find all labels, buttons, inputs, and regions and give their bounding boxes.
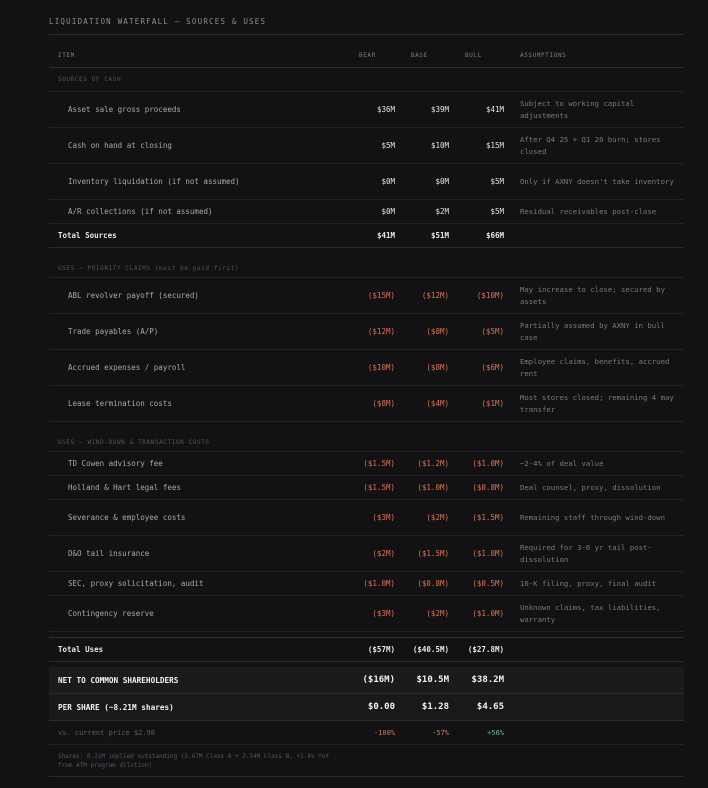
vs-price-base: -57% [395, 721, 449, 745]
row-assumption: Remaining staff through wind-down [504, 500, 684, 536]
total-spacer [504, 638, 684, 662]
net-bear: ($16M) [341, 667, 395, 694]
row-base: ($4M) [395, 386, 449, 422]
section-heading: SOURCES OF CASH [49, 68, 684, 92]
table-row [49, 386, 684, 422]
section-wind-down [49, 422, 684, 452]
row-bull: ($10M) [449, 278, 504, 314]
row-item: Contingency reserve [49, 596, 341, 632]
row-bear: $0M [341, 164, 395, 200]
total-bull: ($27.8M) [449, 638, 504, 662]
total-uses-row [49, 638, 684, 662]
table-row [49, 350, 684, 386]
per-share-spacer [504, 694, 684, 721]
row-bear: ($2M) [341, 536, 395, 572]
table-row [49, 476, 684, 500]
row-item: ABL revolver payoff (secured) [49, 278, 341, 314]
net-to-common-row [49, 667, 684, 694]
row-item: D&O tail insurance [49, 536, 341, 572]
row-assumption: Partially assumed by AXNY in bull case [504, 314, 684, 350]
vs-price-bear: -100% [341, 721, 395, 745]
table-row [49, 452, 684, 476]
row-bear: ($15M) [341, 278, 395, 314]
row-item: A/R collections (if not assumed) [49, 200, 341, 224]
total-sources-row [49, 224, 684, 248]
row-assumption: ~2-4% of deal value [504, 452, 684, 476]
row-base: ($2M) [395, 500, 449, 536]
table-row [49, 536, 684, 572]
row-base: $2M [395, 200, 449, 224]
per-share-bear: $0.00 [341, 694, 395, 721]
per-share-label: PER SHARE (~8.21M shares) [49, 694, 341, 721]
row-bull: ($1.0M) [449, 536, 504, 572]
row-item: SEC, proxy solicitation, audit [49, 572, 341, 596]
section-heading: USES — PRIORITY CLAIMS (must be paid first) [49, 248, 684, 278]
row-assumption: Required for 3-6 yr tail post-dissolution [504, 536, 684, 572]
row-base: $39M [395, 92, 449, 128]
row-bear: ($1.5M) [341, 452, 395, 476]
row-bull: ($6M) [449, 350, 504, 386]
table-row [49, 92, 684, 128]
total-label: Total Sources [49, 224, 341, 248]
row-item: Holland & Hart legal fees [49, 476, 341, 500]
row-bear: $5M [341, 128, 395, 164]
section-heading: USES — WIND-DOWN & TRANSACTION COSTS [49, 422, 684, 452]
table-row [49, 314, 684, 350]
row-bull: ($1.0M) [449, 596, 504, 632]
row-bear: ($3M) [341, 500, 395, 536]
table-row [49, 572, 684, 596]
header-base: BASE [395, 44, 449, 68]
total-spacer [504, 224, 684, 248]
vs-price-row [49, 721, 684, 745]
per-share-row [49, 694, 684, 721]
per-share-bull: $4.65 [449, 694, 504, 721]
total-base: ($40.5M) [395, 638, 449, 662]
page-title: LIQUIDATION WATERFALL — SOURCES & USES [49, 17, 267, 26]
table-row [49, 278, 684, 314]
row-bull: ($1.0M) [449, 452, 504, 476]
row-item: Severance & employee costs [49, 500, 341, 536]
table-row [49, 500, 684, 536]
row-item: TD Cowen advisory fee [49, 452, 341, 476]
footnote: Shares: 8.21M implied outstanding (5.67M Class A + 2.54M Class B, +3.4% YoY from ATM program dilution) [49, 745, 341, 777]
row-base: $0M [395, 164, 449, 200]
header-bull: BULL [449, 44, 504, 68]
row-assumption: Most stores closed; remaining 4 may transfer [504, 386, 684, 422]
total-base: $51M [395, 224, 449, 248]
table-row [49, 128, 684, 164]
header-assumptions: ASSUMPTIONS [504, 44, 684, 68]
vs-price-spacer [504, 721, 684, 745]
footnote-row [49, 745, 684, 777]
row-bull: $15M [449, 128, 504, 164]
row-bull: ($1M) [449, 386, 504, 422]
title-divider [49, 34, 684, 35]
vs-price-bull: +56% [449, 721, 504, 745]
row-bear: ($1.5M) [341, 476, 395, 500]
row-assumption: Subject to working capital adjustments [504, 92, 684, 128]
header-bear: BEAR [341, 44, 395, 68]
row-base: ($0.8M) [395, 572, 449, 596]
row-bear: ($3M) [341, 596, 395, 632]
row-assumption: Residual receivables post-close [504, 200, 684, 224]
row-bear: ($8M) [341, 386, 395, 422]
row-base: ($8M) [395, 350, 449, 386]
row-item: Asset sale gross proceeds [49, 92, 341, 128]
row-base: $10M [395, 128, 449, 164]
row-assumption: 10-K filing, proxy, final audit [504, 572, 684, 596]
row-base: ($1.0M) [395, 476, 449, 500]
row-bull: $5M [449, 164, 504, 200]
total-bear: ($57M) [341, 638, 395, 662]
row-base: ($12M) [395, 278, 449, 314]
row-item: Trade payables (A/P) [49, 314, 341, 350]
table-row [49, 200, 684, 224]
vs-price-label: vs. current price $2.98 [49, 721, 341, 745]
total-bull: $66M [449, 224, 504, 248]
row-bear: $36M [341, 92, 395, 128]
row-item: Lease termination costs [49, 386, 341, 422]
row-base: ($2M) [395, 596, 449, 632]
row-bull: ($5M) [449, 314, 504, 350]
row-item: Cash on hand at closing [49, 128, 341, 164]
row-base: ($1.5M) [395, 536, 449, 572]
footnote-spacer [341, 745, 684, 777]
waterfall-table [49, 44, 684, 777]
row-bull: ($0.8M) [449, 476, 504, 500]
row-assumption: Deal counsel, proxy, dissolution [504, 476, 684, 500]
row-bull: $41M [449, 92, 504, 128]
row-item: Inventory liquidation (if not assumed) [49, 164, 341, 200]
row-assumption: May increase to close; secured by assets [504, 278, 684, 314]
net-spacer [504, 667, 684, 694]
section-priority-claims [49, 248, 684, 278]
per-share-base: $1.28 [395, 694, 449, 721]
table-row [49, 596, 684, 632]
total-label: Total Uses [49, 638, 341, 662]
row-assumption: Only if AXNY doesn't take inventory [504, 164, 684, 200]
total-bear: $41M [341, 224, 395, 248]
row-bear: ($1.0M) [341, 572, 395, 596]
row-bear: ($10M) [341, 350, 395, 386]
section-sources [49, 68, 684, 92]
row-bear: ($12M) [341, 314, 395, 350]
row-bull: ($1.5M) [449, 500, 504, 536]
row-base: ($1.2M) [395, 452, 449, 476]
row-assumption: Employee claims, benefits, accrued rent [504, 350, 684, 386]
row-bear: $0M [341, 200, 395, 224]
row-assumption: Unknown claims, tax liabilities, warranty [504, 596, 684, 632]
table-header-row [49, 44, 684, 68]
row-base: ($8M) [395, 314, 449, 350]
net-label: NET TO COMMON SHAREHOLDERS [49, 667, 341, 694]
net-base: $10.5M [395, 667, 449, 694]
row-bull: $5M [449, 200, 504, 224]
net-bull: $38.2M [449, 667, 504, 694]
table-row [49, 164, 684, 200]
header-item: ITEM [49, 44, 341, 68]
row-bull: ($0.5M) [449, 572, 504, 596]
row-item: Accrued expenses / payroll [49, 350, 341, 386]
row-assumption: After Q4 25 + Q1 26 burn; stores closed [504, 128, 684, 164]
